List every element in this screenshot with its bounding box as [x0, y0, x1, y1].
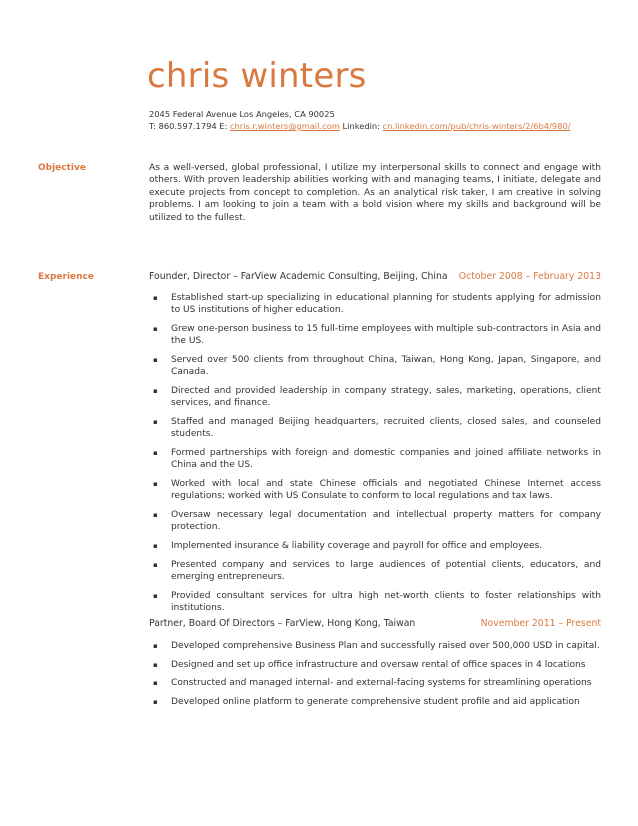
bullet-icon: ▪ — [153, 449, 158, 457]
bullet-text: Developed comprehensive Business Plan and successfully raised over 500,000 USD in capital. — [171, 641, 600, 651]
bullet-item — [149, 696, 601, 708]
bullet-icon: ▪ — [153, 697, 158, 706]
bullet-text: Worked with local and state Chinese officials and negotiated Chinese Internet access regulations; worked with US Consulate to conform to local regulations and tax laws. — [171, 479, 601, 502]
bullet-item — [149, 559, 601, 584]
job-2-bullets — [149, 640, 601, 714]
bullet-item — [149, 416, 601, 441]
job-1-dates: October 2008 – February 2013 — [458, 271, 601, 282]
linkedin-label: Linkedin: — [339, 121, 383, 131]
experience-heading: Experience — [38, 272, 94, 282]
linkedin-link[interactable]: cn.linkedin.com/pub/chris-winters/2/6b4/980/ — [382, 121, 571, 131]
bullet-item — [149, 677, 601, 689]
bullet-icon: ▪ — [153, 542, 158, 550]
bullet-item — [149, 640, 601, 652]
candidate-name: chris winters — [147, 56, 367, 96]
bullet-icon: ▪ — [153, 591, 158, 600]
bullet-item — [149, 292, 601, 317]
address: 2045 Federal Avenue Los Angeles, CA 90025 — [149, 109, 335, 119]
bullet-text: Grew one-person business to 15 full-time employees with multiple sub-contractors in Asia and the US. — [171, 324, 601, 347]
bullet-icon: ▪ — [153, 480, 158, 488]
bullet-icon: ▪ — [153, 294, 158, 302]
bullet-item — [149, 509, 601, 534]
bullet-text: Directed and provided leadership in company strategy, sales, marketing, operations, client services, and finance. — [171, 386, 601, 409]
bullet-text: Developed online platform to generate comprehensive student profile and aid application — [171, 696, 580, 707]
bullet-text: Presented company and services to large audiences of potential clients, educators, and emerging entrepreneurs. — [171, 559, 601, 582]
objective-heading: Objective — [38, 163, 86, 173]
bullet-icon: ▪ — [153, 560, 158, 569]
bullet-icon: ▪ — [153, 356, 158, 364]
bullet-text: Staffed and managed Beijing headquarters, recruited clients, closed sales, and counseled students. — [171, 417, 601, 440]
bullet-icon: ▪ — [153, 387, 158, 395]
bullet-icon: ▪ — [153, 660, 158, 669]
bullet-text: Constructed and managed internal- and external-facing systems for streamlining operations — [171, 678, 592, 689]
bullet-text: Oversaw necessary legal documentation and intellectual property matters for company protection. — [171, 510, 601, 533]
bullet-icon: ▪ — [153, 325, 158, 333]
bullet-item — [149, 323, 601, 348]
objective-text: As a well-versed, global professional, I utilize my interpersonal skills to connect and engage with others. With proven leadership abilities working with and managing teams, I initiate, delegate and execute projects from concept to completion. As an analytical risk taker, I am creative in solving problems. I am looking to join a team with a bold vision where my skills and background will be utilized to the fullest. — [149, 163, 601, 223]
bullet-item — [149, 478, 601, 503]
bullet-text: Established start-up specializing in educational planning for students applying for admission to US institutions of higher education. — [171, 293, 601, 316]
bullet-text: Provided consultant services for ultra high net-worth clients to foster relationships with institutions. — [171, 590, 601, 613]
bullet-item — [149, 590, 601, 615]
bullet-icon: ▪ — [153, 679, 158, 688]
contact-line — [149, 121, 571, 131]
bullet-item — [149, 385, 601, 410]
job-2-header — [149, 618, 601, 629]
phone-label: T: 860.597.1794 E: — [149, 121, 230, 131]
job-2-dates: November 2011 – Present — [480, 618, 601, 629]
job-1-bullets — [149, 292, 601, 621]
job-1-title: Founder, Director – FarView Academic Consulting, Beijing, China — [149, 271, 448, 282]
bullet-item — [149, 447, 601, 472]
bullet-icon: ▪ — [153, 418, 158, 426]
job-1-header — [149, 271, 601, 282]
email-link[interactable]: chris.r.winters@gmail.com — [229, 121, 340, 131]
bullet-text: Implemented insurance & liability coverage and payroll for office and employees. — [171, 541, 543, 551]
bullet-item — [149, 659, 601, 671]
bullet-text: Designed and set up office infrastructure and oversaw rental of office spaces in 4 locations — [171, 659, 586, 670]
bullet-icon: ▪ — [153, 642, 158, 650]
bullet-text: Served over 500 clients from throughout China, Taiwan, Hong Kong, Japan, Singapore, and Canada. — [171, 355, 601, 378]
bullet-item — [149, 354, 601, 379]
job-2-title: Partner, Board Of Directors – FarView, Hong Kong, Taiwan — [149, 618, 416, 629]
bullet-text: Formed partnerships with foreign and domestic companies and joined affiliate networks in China and the US. — [171, 448, 601, 471]
bullet-item — [149, 540, 601, 552]
bullet-icon: ▪ — [153, 511, 158, 519]
